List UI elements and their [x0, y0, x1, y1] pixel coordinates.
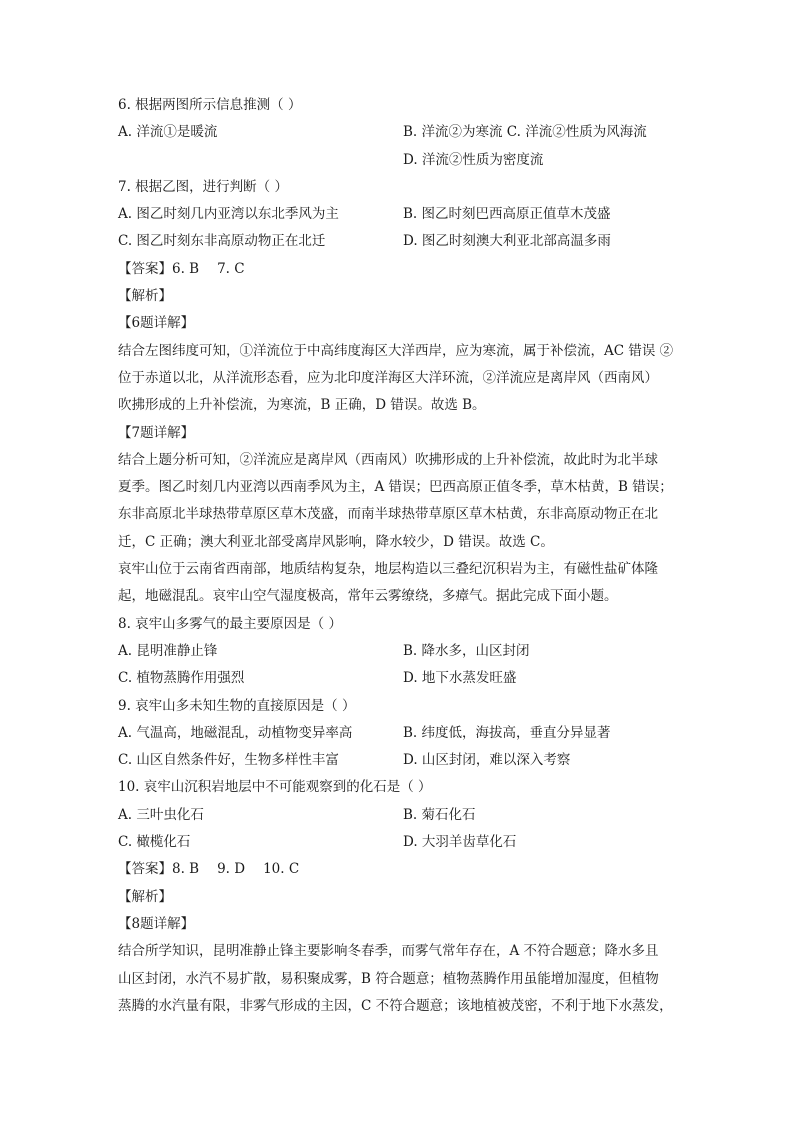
q9-option-a: A. 气温高，地磁混乱，动植物变异率高	[118, 724, 353, 741]
question-10-options-row-1	[118, 802, 678, 829]
question-9-stem: 9. 哀牢山多未知生物的直接原因是（ ）	[118, 697, 356, 714]
q9-option-c: C. 山区自然条件好，生物多样性丰富	[118, 752, 339, 769]
q8-option-d: D. 地下水蒸发旺盛	[403, 670, 517, 687]
answer-label: 【答案】	[118, 260, 172, 277]
q10-option-c: C. 橄榄化石	[118, 834, 191, 851]
q10-option-a: A. 三叶虫化石	[118, 806, 204, 823]
detail-6-label: 【6题详解】	[118, 315, 195, 332]
detail-6-line: 位于赤道以北，从洋流形态看，应为北印度洋海区大洋环流，②洋流应是离岸风（西南风）	[118, 369, 658, 386]
q6-option-d: D. 洋流②性质为密度流	[403, 151, 544, 168]
document-body	[118, 92, 678, 1020]
q7-option-d: D. 图乙时刻澳大利亚北部高温多雨	[403, 233, 611, 250]
detail-7-line: 夏季。图乙时刻几内亚湾以西南季风为主，A 错误；巴西高原正值冬季，草木枯黄，B 错误；	[118, 479, 673, 496]
question-7-stem: 7. 根据乙图，进行判断（ ）	[118, 178, 288, 195]
answer-block-2	[118, 856, 678, 883]
question-10-stem: 10. 哀牢山沉积岩地层中不可能观察到的化石是（ ）	[118, 779, 432, 796]
answer-10: 10. C	[263, 861, 300, 878]
answer-9: 9. D	[217, 861, 246, 878]
question-9-options-row-2	[118, 747, 678, 774]
q8-option-c: C. 植物蒸腾作用强烈	[118, 670, 245, 687]
q9-option-d: D. 山区封闭，难以深入考察	[403, 752, 571, 769]
answer-6: 6. B	[172, 260, 200, 277]
answer-8: 8. B	[172, 861, 200, 878]
q10-option-b: B. 菊石化石	[403, 806, 476, 823]
detail-8-label: 【8题详解】	[118, 915, 195, 932]
question-10-options-row-2	[118, 829, 678, 856]
question-8-options-row-2	[118, 665, 678, 692]
q7-option-a: A. 图乙时刻几内亚湾以东北季风为主	[118, 206, 339, 223]
question-7-options-row-1	[118, 201, 678, 228]
q7-option-b: B. 图乙时刻巴西高原正值草木茂盛	[403, 206, 611, 223]
intro-line: 起，地磁混乱。哀牢山空气湿度极高，常年云雾缭绕，多瘴气。据此完成下面小题。	[118, 588, 618, 605]
q6-option-b-c: B. 洋流②为寒流 C. 洋流②性质为风海流	[403, 124, 647, 141]
question-7-options-row-2	[118, 228, 678, 255]
q8-option-a: A. 昆明准静止锋	[118, 642, 218, 659]
detail-7-line: 结合上题分析可知，②洋流应是离岸风（西南风）吹拂形成的上升补偿流，故此时为北半球	[118, 451, 658, 468]
q8-option-b: B. 降水多，山区封闭	[403, 642, 530, 659]
question-6-stem: 6. 根据两图所示信息推测（ ）	[118, 97, 302, 113]
detail-8-line: 蒸腾的水汽量有限，非雾气形成的主因，C 不符合题意；该地植被茂密，不利于地下水蒸发，	[118, 997, 673, 1014]
detail-7-label: 【7题详解】	[118, 424, 195, 441]
q7-option-c: C. 图乙时刻东非高原动物正在北迁	[118, 233, 326, 250]
analysis-label-2: 【解析】	[118, 888, 172, 905]
detail-7-line: 东非高原北半球热带草原区草木茂盛，而南半球热带草原区草木枯黄，东非高原动物正在北	[118, 506, 658, 523]
detail-6-line: 吹拂形成的上升补偿流，为寒流，B 正确，D 错误。故选 B。	[118, 397, 486, 414]
detail-7-line: 迁，C 正确；澳大利亚北部受离岸风影响，降水较少，D 错误。故选 C。	[118, 533, 554, 550]
answer-7: 7. C	[217, 260, 245, 277]
question-6-options-row-2	[118, 147, 678, 174]
question-9-options-row-1	[118, 720, 678, 747]
detail-6-line: 结合左图纬度可知，①洋流位于中高纬度海区大洋西岸，应为寒流，属于补偿流，AC 错误 ②	[118, 342, 674, 359]
detail-8-line: 结合所学知识，昆明准静止锋主要影响冬春季，而雾气常年存在，A 不符合题意；降水多且	[118, 943, 659, 960]
answer-block-1	[118, 256, 678, 283]
intro-line: 哀牢山位于云南省西南部，地质结构复杂，地层构造以三叠纪沉积岩为主，有磁性盐矿体隆	[118, 561, 658, 578]
q10-option-d: D. 大羽羊齿草化石	[403, 834, 517, 851]
q6-option-a: A. 洋流①是暖流	[118, 124, 218, 141]
question-8-options-row-1	[118, 638, 678, 665]
answer-label: 【答案】	[118, 861, 172, 878]
detail-8-line: 山区封闭，水汽不易扩散，易积聚成雾，B 符合题意；植物蒸腾作用虽能增加湿度，但植物	[118, 970, 659, 987]
question-8-stem: 8. 哀牢山多雾气的最主要原因是（ ）	[118, 615, 342, 632]
analysis-label-1: 【解析】	[118, 288, 172, 305]
q9-option-b: B. 纬度低，海拔高，垂直分异显著	[403, 724, 611, 741]
question-6-options-row-1	[118, 119, 678, 146]
